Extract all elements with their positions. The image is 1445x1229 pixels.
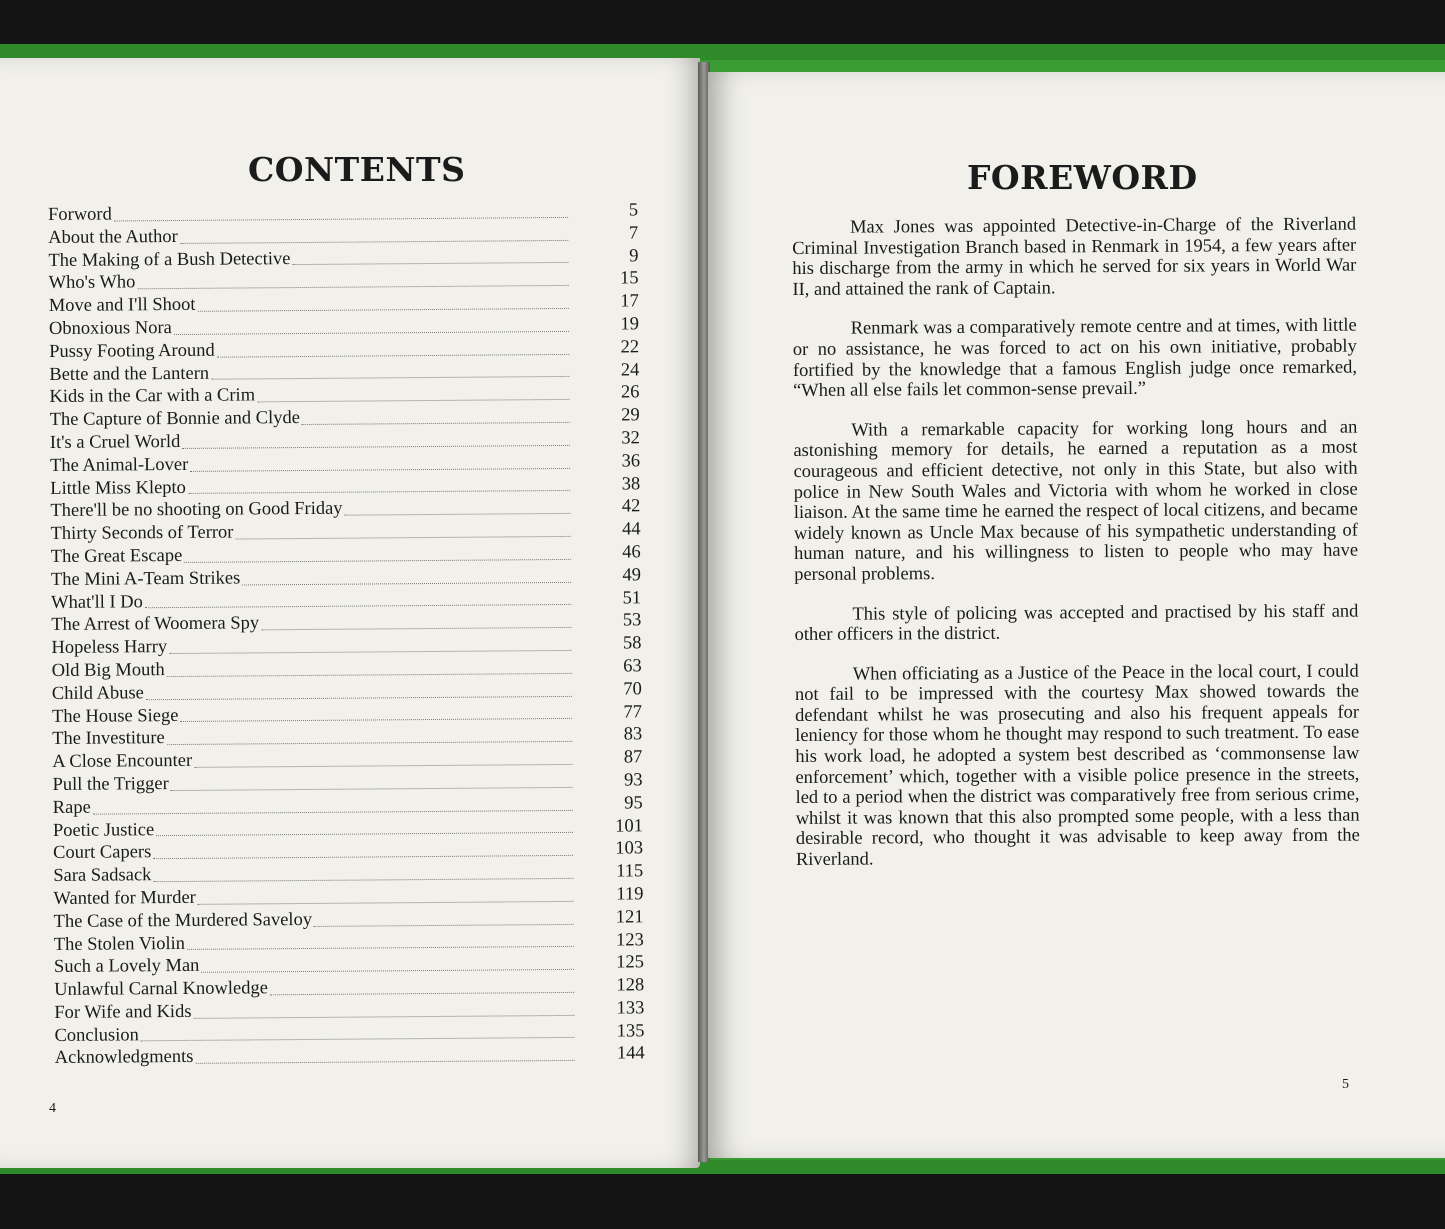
toc-entry-page: 22	[620, 337, 640, 358]
toc-entry-page: 46	[622, 542, 641, 563]
toc-leader	[201, 968, 574, 973]
contents-title: CONTENTS	[248, 150, 466, 189]
toc-entry-page: 36	[621, 451, 641, 472]
foreword-paragraph: Renmark was a comparatively remote centre and at times, with little or no assistance, he was forced to act on his own initiative, probably fortified by the knowledge that a famous English judge once remarked, “When all else fails let common-sense prevail.”	[792, 315, 1357, 402]
toc-entry-page: 123	[615, 929, 644, 951]
toc-entry-page: 77	[623, 701, 643, 723]
foreword-paragraph: With a remarkable capacity for working long hours and an astonishing memory for details, he earned a reputation as a most courageous and efficient detective, not only in this State, but also with police in New South Wales and Victoria with whom he worked in close liaison. At the same time he earned the respect of local citizens, and became widely known as Uncle Max because of his sympathetic understanding of human nature, and his willingness to listen to people who may have personal problems.	[793, 417, 1359, 585]
toc-entry-title: The Stolen Violin	[53, 933, 186, 955]
toc-entry-page: 133	[616, 998, 645, 1019]
toc-entry-title: For Wife and Kids	[54, 1001, 192, 1023]
toc-entry-page: 87	[623, 747, 643, 768]
toc-entry-title: Pussy Footing Around	[49, 340, 215, 362]
toc-entry-title: Move and I'll Shoot	[48, 295, 196, 317]
toc-leader	[292, 261, 568, 265]
toc-entry-title: The Animal-Lover	[49, 454, 189, 476]
toc-leader	[190, 466, 570, 471]
toc-leader	[217, 352, 569, 357]
toc-entry-title: Little Miss Klepto	[50, 477, 186, 499]
toc-leader	[195, 1059, 574, 1064]
toc-leader	[146, 694, 572, 699]
toc-entry-page: 125	[616, 952, 645, 973]
toc-entry-page: 135	[616, 1021, 645, 1042]
page-number-left: 4	[49, 1101, 56, 1116]
toc-entry-page: 24	[620, 359, 640, 381]
toc-entry-page: 44	[621, 519, 641, 540]
toc-leader	[153, 854, 573, 859]
toc-entry-title: Court Capers	[53, 842, 152, 864]
toc-leader	[141, 1036, 575, 1041]
toc-leader	[345, 512, 571, 516]
toc-entry-title: Child Abuse	[51, 682, 144, 704]
foreword-paragraph: Max Jones was appointed Detective-in-Charge of the Riverland Criminal Investigation Branch based in Renmark in 1954, a few years after his discharge from the army in which he served for six years in World War II, and attained the rank of Captain.	[792, 214, 1357, 300]
toc-leader	[180, 239, 568, 244]
foreword-title: FOREWORD	[967, 158, 1198, 197]
toc-entry-page: 115	[616, 861, 644, 882]
toc-entry-title: Poetic Justice	[52, 819, 155, 841]
toc-entry-page: 7	[628, 223, 639, 244]
toc-entry-page: 70	[623, 679, 642, 700]
contents-list	[48, 199, 645, 1070]
toc-leader	[198, 900, 574, 905]
toc-entry-title: Bette and the Lantern	[49, 363, 210, 385]
toc-leader	[302, 421, 570, 425]
toc-leader	[187, 945, 574, 950]
toc-entry-page: 42	[621, 496, 641, 517]
toc-entry-page: 9	[629, 245, 639, 267]
toc-entry-title: The Great Escape	[50, 545, 183, 567]
toc-entry-title: Rape	[52, 797, 91, 818]
toc-entry-title: Unlawful Carnal Knowledge	[54, 978, 268, 1001]
toc-entry-title: The Arrest of Woomera Spy	[51, 613, 260, 636]
contents-page	[0, 58, 700, 1168]
toc-entry-title: Old Big Mouth	[51, 660, 165, 681]
toc-entry-page: 119	[616, 884, 644, 905]
toc-leader	[169, 649, 571, 654]
toc-entry-title: It's a Cruel World	[49, 431, 181, 453]
toc-entry-title: Forword	[48, 204, 112, 225]
toc-entry-title: About the Author	[48, 226, 178, 248]
toc-leader	[184, 558, 571, 563]
toc-entry-title: The Capture of Bonnie and Clyde	[49, 408, 300, 431]
toc-entry-page: 144	[616, 1043, 645, 1065]
toc-entry-title: The Making of a Bush Detective	[48, 248, 291, 271]
toc-entry-title: The Case of the Murdered Saveloy	[53, 909, 313, 932]
toc-entry-page: 17	[620, 291, 639, 312]
toc-leader	[167, 740, 572, 745]
toc-entry-title: Hopeless Harry	[51, 637, 168, 659]
toc-entry-title: A Close Encounter	[52, 751, 193, 773]
toc-entry-title: Wanted for Murder	[53, 887, 196, 909]
toc-entry-title: There'll be no shooting on Good Friday	[50, 499, 343, 522]
toc-leader	[198, 307, 569, 312]
toc-entry-title: The Investiture	[52, 728, 165, 750]
toc-leader	[194, 763, 572, 768]
toc-leader	[211, 375, 569, 380]
toc-entry-title: Acknowledgments	[54, 1047, 194, 1069]
toc-entry	[55, 1043, 645, 1070]
toc-entry-page: 93	[623, 770, 643, 791]
toc-entry-page: 29	[621, 405, 640, 426]
toc-entry-title: The House Siege	[51, 705, 179, 727]
toc-leader	[270, 991, 574, 995]
toc-entry-page: 63	[623, 656, 642, 677]
toc-leader	[93, 808, 573, 814]
page-number-right: 5	[1342, 1077, 1349, 1092]
toc-entry-page: 38	[621, 473, 641, 495]
toc-leader	[261, 626, 571, 630]
toc-leader	[180, 717, 572, 722]
toc-entry-page: 26	[620, 382, 640, 403]
toc-entry-page: 53	[622, 610, 642, 631]
toc-leader	[257, 398, 569, 402]
toc-entry-title: What'll I Do	[51, 591, 143, 613]
foreword-text	[792, 215, 1360, 890]
toc-entry-page: 83	[623, 724, 643, 745]
toc-entry-page: 5	[628, 200, 639, 221]
toc-entry-page: 51	[622, 587, 642, 609]
toc-leader	[194, 1014, 575, 1019]
toc-entry-page: 58	[622, 633, 642, 654]
toc-entry-page: 49	[622, 565, 642, 586]
toc-leader	[314, 922, 574, 926]
toc-entry-page: 101	[615, 815, 643, 837]
toc-leader	[171, 786, 573, 791]
toc-leader	[137, 284, 568, 289]
toc-entry-page: 32	[621, 428, 640, 449]
toc-leader	[145, 603, 571, 608]
toc-leader	[156, 831, 573, 836]
toc-entry-title: Such a Lovely Man	[53, 956, 200, 978]
toc-leader	[174, 330, 569, 335]
toc-leader	[242, 580, 571, 585]
foreword-page	[708, 72, 1445, 1158]
toc-leader	[182, 444, 570, 449]
toc-entry-page: 103	[615, 838, 644, 859]
toc-entry-title: Sara Sadsack	[53, 865, 152, 887]
foreword-paragraph: This style of policing was accepted and practised by his staff and other officers in the district.	[794, 601, 1359, 646]
toc-entry-title: The Mini A-Team Strikes	[50, 568, 241, 590]
toc-entry-title: Kids in the Car with a Crim	[49, 385, 256, 408]
toc-entry-page: 95	[624, 793, 643, 814]
toc-entry-title: Conclusion	[54, 1025, 139, 1046]
toc-leader	[114, 216, 568, 222]
toc-entry-page: 15	[620, 268, 639, 289]
toc-leader	[153, 877, 573, 882]
toc-entry-title: Who's Who	[48, 272, 136, 294]
toc-entry-page: 128	[616, 975, 645, 996]
toc-leader	[235, 535, 570, 540]
toc-entry-title: Pull the Trigger	[52, 773, 169, 795]
toc-entry-page: 121	[615, 907, 644, 928]
toc-entry-title: Obnoxious Nora	[48, 318, 172, 339]
toc-leader	[188, 489, 570, 494]
toc-leader	[167, 672, 572, 677]
toc-entry-title: Thirty Seconds of Terror	[50, 522, 234, 545]
toc-entry-page: 19	[620, 314, 640, 335]
foreword-paragraph: When officiating as a Justice of the Peace in the local court, I could not fail to be impressed with the courtesy Max showed towards the defendant whilst he was prosecuting and also his frequent appeals for leniency for those whom he thought may respond to such treatment. To ease his work load, he adopted a system best described as ‘commonsense law enforcement’ which, together with a visible police presence in the streets, led to a period when the district was comparatively free from serious crime, whilst it was known that this also prompted some people, with a less than desirable record, who thought it was advisable to keep away from the Riverland.	[794, 661, 1360, 871]
